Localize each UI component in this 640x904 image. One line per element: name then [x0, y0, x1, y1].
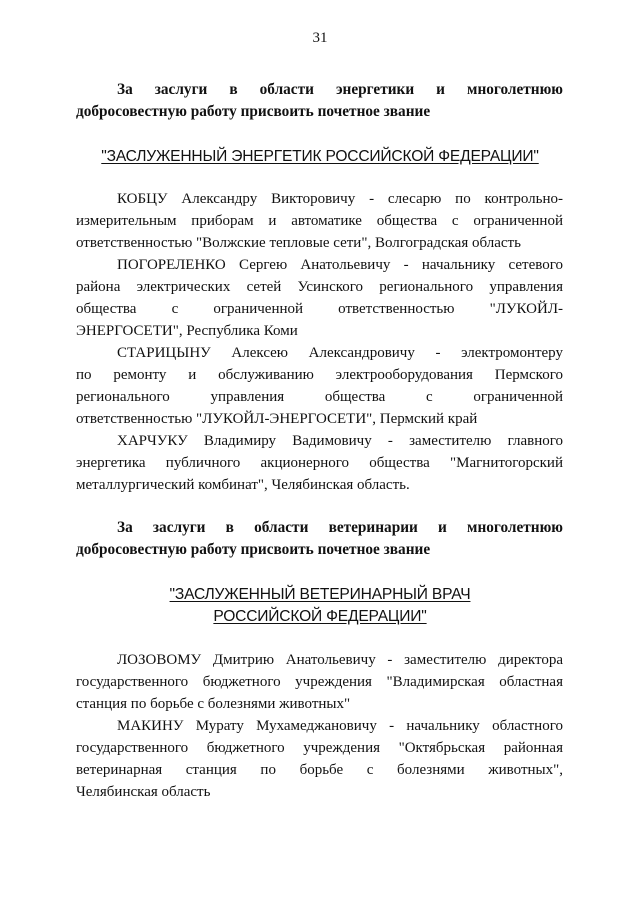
entry-line: регионального управления общества с ограниченной	[76, 389, 563, 405]
entry-line: МАКИНУ Мурату Мухамеджановичу - начальнику областного	[117, 718, 563, 734]
entry-line: района электрических сетей Усинского регионального управления	[76, 279, 563, 295]
awardee-entry	[76, 715, 563, 803]
entry-line: ЭНЕРГОСЕТИ", Республика Коми	[76, 323, 298, 339]
entry-line: ЛОЗОВОМУ Дмитрию Анатольевичу - заместителю директора	[117, 652, 563, 668]
awardee-entry	[76, 649, 563, 715]
entry-line: Челябинская область	[76, 784, 211, 800]
award-title-veterinary	[0, 584, 640, 628]
award-title-line: РОССИЙСКОЙ ФЕДЕРАЦИИ"	[213, 608, 427, 625]
entry-line: металлургический комбинат", Челябинская область.	[76, 477, 410, 493]
entry-line: государственного бюджетного учреждения "Октябрьская районная	[76, 740, 563, 756]
awardee-entry	[76, 342, 563, 430]
award-title-line: "ЗАСЛУЖЕННЫЙ ЭНЕРГЕТИК РОССИЙСКОЙ ФЕДЕРАЦИИ"	[101, 148, 539, 165]
awardee-entry	[76, 430, 563, 496]
entry-line: ответственностью "ЛУКОЙЛ-ЭНЕРГОСЕТИ", Пермский край	[76, 411, 478, 427]
entry-line: ПОГОРЕЛЕНКО Сергею Анатольевичу - начальнику сетевого	[117, 257, 563, 273]
entry-line: ХАРЧУКУ Владимиру Вадимовичу - заместителю главного	[117, 433, 563, 449]
heading-line: За заслуги в области энергетики и многолетнюю	[117, 81, 563, 98]
entry-line: станция по борьбе с болезнями животных"	[76, 696, 351, 712]
heading-line: За заслуги в области ветеринарии и многолетнюю	[117, 519, 563, 536]
entry-line: энергетика публичного акционерного общества "Магнитогорский	[76, 455, 563, 471]
section-heading-veterinary	[76, 517, 563, 561]
entry-line: ответственностью "Волжские тепловые сети", Волгоградская область	[76, 235, 521, 251]
entry-line: государственного бюджетного учреждения "Владимирская областная	[76, 674, 563, 690]
entry-line: по ремонту и обслуживанию электрооборудования Пермского	[76, 367, 563, 383]
entry-line: ветеринарная станция по борьбе с болезнями животных",	[76, 762, 563, 778]
awardee-entry	[76, 188, 563, 254]
page-number: 31	[312, 30, 328, 46]
entry-line: измерительным приборам и автоматике общества с ограниченной	[76, 213, 563, 229]
entry-line: СТАРИЦЫНУ Алексею Александровичу - электромонтеру	[117, 345, 563, 361]
entry-line: КОБЦУ Александру Викторовичу - слесарю по контрольно-	[117, 191, 563, 207]
award-title-energy	[0, 146, 640, 168]
heading-line: добросовестную работу присвоить почетное звание	[76, 103, 431, 120]
section-heading-energy	[76, 79, 563, 123]
award-title-line: "ЗАСЛУЖЕННЫЙ ВЕТЕРИНАРНЫЙ ВРАЧ	[169, 586, 471, 603]
entry-line: общества с ограниченной ответственностью "ЛУКОЙЛ-	[76, 301, 563, 317]
heading-line: добросовестную работу присвоить почетное звание	[76, 541, 431, 558]
awardee-entry	[76, 254, 563, 342]
